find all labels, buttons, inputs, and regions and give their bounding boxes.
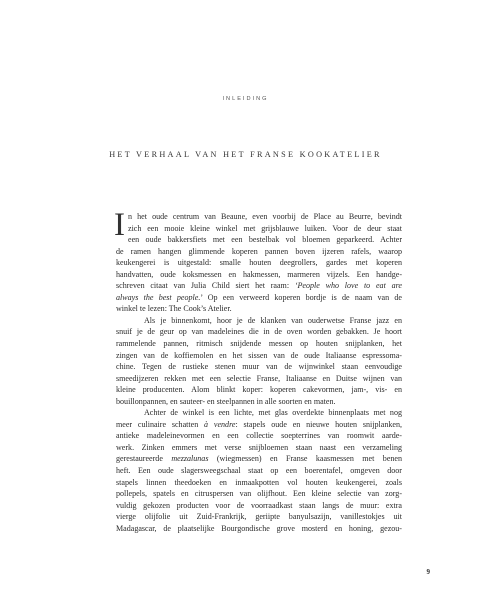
text-fragment: meer culinaire schatten — [116, 419, 205, 429]
text-line: stapels linnen theedoeken en inmaakpotten vol houten keukengerei, zoals — [116, 477, 402, 487]
text-fragment: ’ Op een verweerd koperen bordje is de naam van de — [200, 292, 402, 302]
paragraph-3 — [116, 407, 402, 534]
text-line: rammelende pannen, ritmisch snijdende messen op houten snijplanken, het — [116, 339, 402, 349]
paragraph-2 — [116, 315, 402, 407]
julia-child-quote: always the best people. — [116, 292, 201, 302]
text-line: Madagascar, de plaatselijke Bourgondische grove mosterd en honing, gezou- — [116, 523, 402, 533]
julia-child-quote: ‘People who love to eat are — [294, 281, 402, 291]
text-line: heft. Een oude slagersweegschaal staat op een boerentafel, omgeven door — [116, 466, 402, 476]
page-number: 9 — [426, 568, 430, 576]
text-line: antieke madeleinevormen en een collectie soepterrines van roomwit aarde- — [116, 431, 402, 441]
body-text — [114, 207, 403, 534]
text-line — [116, 453, 402, 465]
text-line: n het oude centrum van Beaune, even voorbij de Place au Beurre, bevindt — [128, 212, 402, 221]
text-fragment: gerestaureerde — [116, 454, 172, 464]
text-line: de ramen hangen glimmende koperen pannen boven ijzeren rafels, waarop — [116, 246, 402, 256]
text-fragment: (wiegmessen) en Franse kaasmessen met benen — [208, 454, 403, 464]
text-line: Als je binnenkomt, hoor je de klanken van ouderwetse Franse jazz en — [144, 315, 402, 325]
text-line — [116, 419, 402, 431]
text-line: chine. Tegen de rustieke stenen muur van de wijnwinkel staan eenvoudige — [116, 362, 402, 372]
text-line: snuif je de geur op van madeleines die in de oven worden gebakken. Je hoort — [116, 327, 402, 337]
text-fragment: schreven citaat van Julia Child siert het raam: — [116, 281, 295, 291]
text-line: keukengerei is uitgestald: smalle houten deegrollers, gardes met koperen — [116, 258, 402, 268]
text-line: winkel te lezen: The Cook’s Atelier. — [116, 304, 232, 314]
text-line: werk. Zinken emmers met verse snijbloemen staan naast een verzameling — [116, 442, 402, 452]
text-line: Achter de winkel is een lichte, met glas overdekte binnenplaats met nog — [144, 408, 402, 418]
text-line: vuldig gekozen producten voor de voorraadkast staan langs de muur: extra — [116, 500, 402, 510]
text-line: smeedijzeren rekken met een selectie Franse, Italiaanse en Duitse wijnen van — [116, 373, 402, 383]
text-line: handvatten, oude koksmessen en hakmessen, marmeren vijzels. Een handge- — [116, 269, 402, 279]
text-line: zingen van de koffiemolen en het sissen van de oude Italiaanse espressoma- — [116, 350, 402, 360]
italic-term: à vendre — [204, 419, 236, 429]
text-line: een oude bakkersfiets met een bestelbak vol bloemen geparkeerd. Achter — [128, 235, 402, 245]
chapter-title: HET VERHAAL VAN HET FRANSE KOOKATELIER — [109, 150, 382, 159]
text-fragment: : stapels oude en nieuwe houten snijplanken, — [235, 419, 402, 429]
text-line — [116, 292, 402, 304]
italic-term: mezzalunas — [171, 454, 209, 464]
text-line: kleine producenten. Alom blinkt koper: koperen cakevormen, jam-, vis- en — [116, 385, 402, 395]
text-line: zich een mooie kleine winkel met grijsblauwe luiken. Voor de deur staat — [128, 223, 402, 233]
text-line: bouillonpannen, en sauteer- en steelpannen in alle soorten en maten. — [116, 396, 336, 406]
section-kicker: INLEIDING — [222, 96, 269, 102]
text-line: vierge olijfolie uit Zuid-Frankrijk, geriipte banyulsazijn, vanillestokjes uit — [116, 512, 402, 522]
text-line: pollepels, spatels en citruspersen van olijfhout. Een kleine selectie van zorg- — [116, 489, 402, 499]
drop-cap: I — [114, 207, 125, 243]
paragraph-1 — [114, 207, 402, 315]
text-line — [116, 280, 402, 292]
